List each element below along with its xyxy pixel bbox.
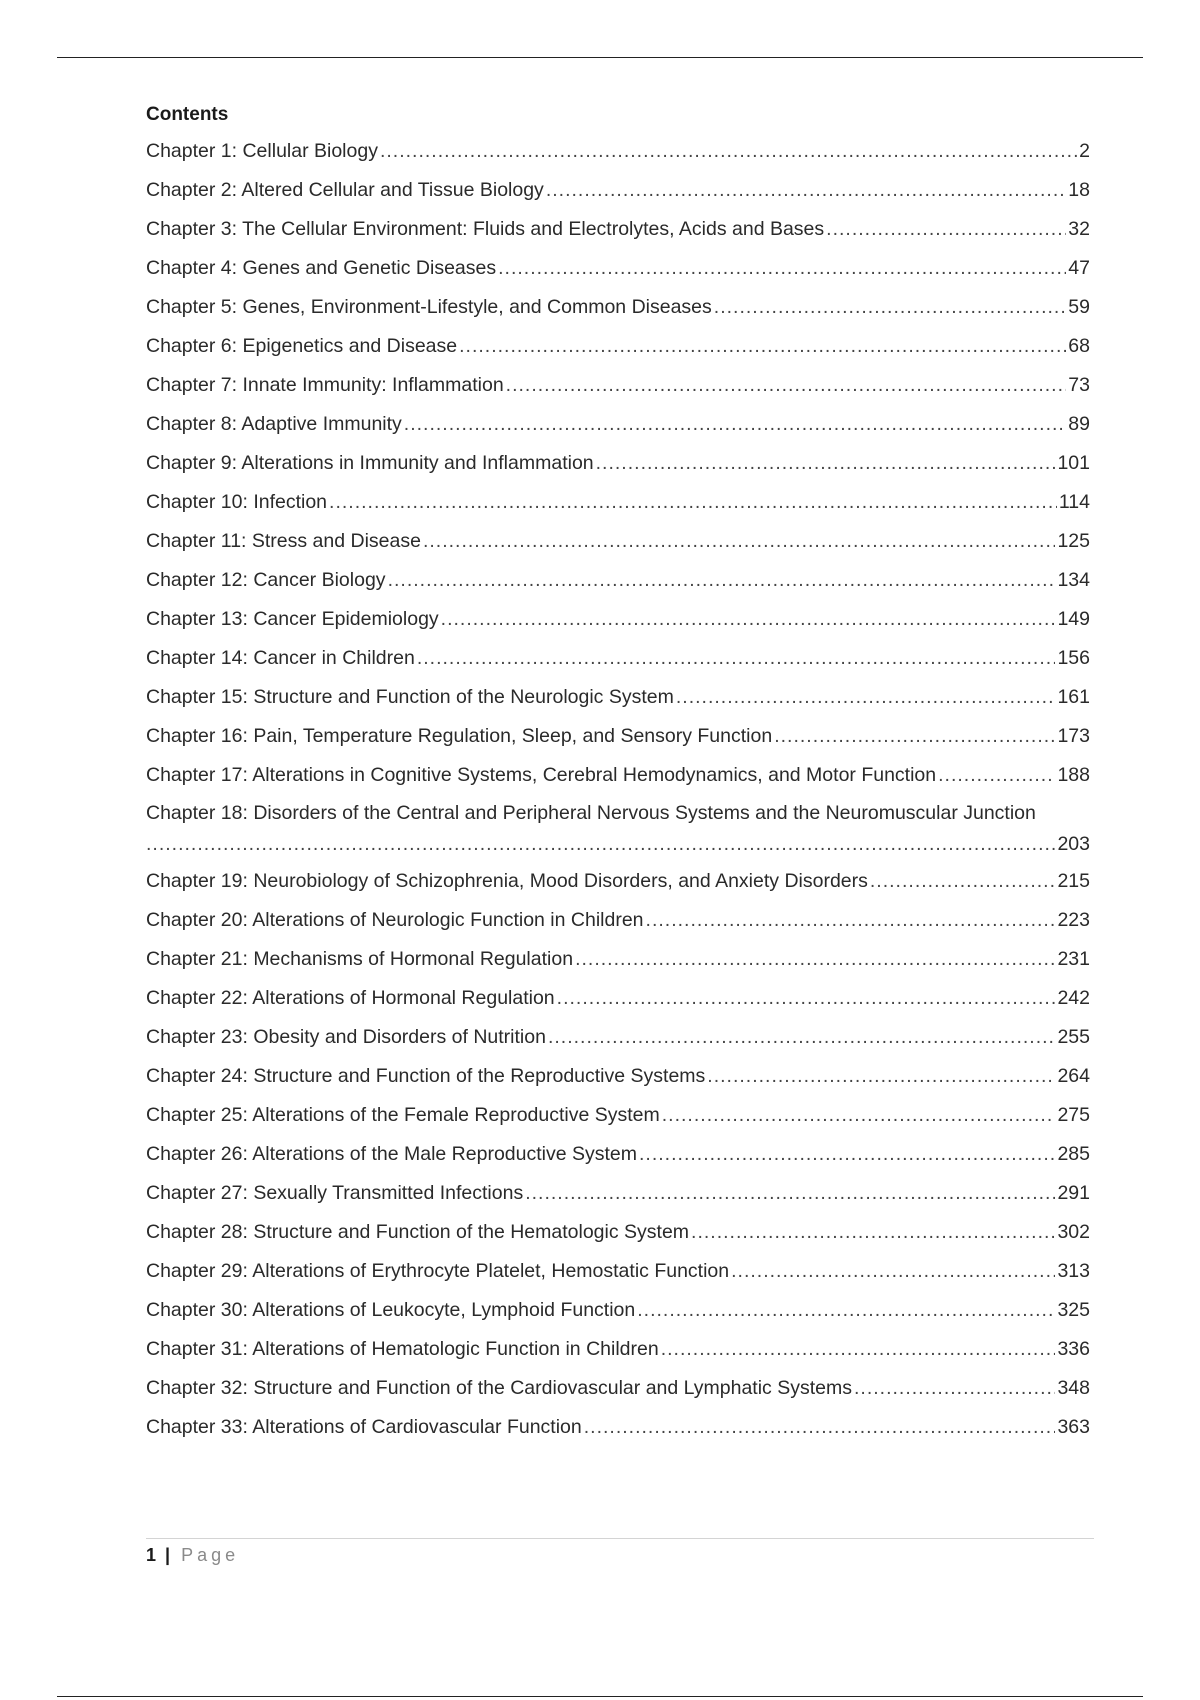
toc-entry-title: Chapter 7: Innate Immunity: Inflammation [146,374,504,396]
toc-entry-page: 89 [1068,413,1090,435]
toc-entry-page: 68 [1068,335,1090,357]
toc-leader-dots [557,979,1056,1018]
toc-entry-title: Chapter 18: Disorders of the Central and Peripheral Nervous Systems and the Neuromuscular Junction [146,802,1036,824]
toc-leader-dots [404,405,1067,444]
toc-entry-title: Chapter 5: Genes, Environment-Lifestyle, and Common Diseases [146,296,712,318]
toc-entry-title: Chapter 12: Cancer Biology [146,569,386,591]
toc-entry[interactable] [146,756,1090,795]
toc-entry-title: Chapter 3: The Cellular Environment: Fluids and Electrolytes, Acids and Bases [146,218,825,240]
toc-entry[interactable] [146,327,1090,366]
toc-entry-page: 275 [1057,1104,1090,1126]
toc-entry-title: Chapter 22: Alterations of Hormonal Regulation [146,987,555,1009]
toc-entry[interactable] [146,249,1090,288]
toc-entry-page: 161 [1057,686,1090,708]
toc-leader-dots [423,522,1056,561]
toc-entry-page: 223 [1057,909,1090,931]
page-footer [146,1545,239,1566]
toc-entry-page: 18 [1068,179,1090,201]
toc-entry-page: 291 [1057,1182,1090,1204]
toc-entry-page: 32 [1068,218,1090,240]
toc-entry-title: Chapter 9: Alterations in Immunity and Inflammation [146,452,594,474]
toc-entry-title: Chapter 24: Structure and Function of the Reproductive Systems [146,1065,706,1087]
toc-leader-dots [498,249,1066,288]
toc-entry[interactable] [146,600,1090,639]
toc-entry[interactable] [146,1369,1090,1408]
toc-leader-dots [707,1057,1055,1096]
toc-entry-page: 203 [1057,833,1090,855]
toc-entry-page: 173 [1057,725,1090,747]
toc-entry-page: 156 [1057,647,1090,669]
toc-entry-page: 264 [1057,1065,1090,1087]
toc-entry-title: Chapter 26: Alterations of the Male Reproductive System [146,1143,638,1165]
toc-entry-page: 255 [1057,1026,1090,1048]
toc-entry-title: Chapter 30: Alterations of Leukocyte, Lymphoid Function [146,1299,636,1321]
toc-leader-dots [714,288,1067,327]
footer-separator: | [165,1545,171,1565]
toc-entry[interactable] [146,639,1090,678]
toc-leader-dots [661,1330,1056,1369]
toc-entry[interactable] [146,1096,1090,1135]
toc-entry-title: Chapter 17: Alterations in Cognitive Systems, Cerebral Hemodynamics, and Motor Function [146,764,937,786]
toc-entry-page: 101 [1057,452,1090,474]
toc-leader-dots [459,327,1066,366]
toc-entry-title: Chapter 25: Alterations of the Female Reproductive System [146,1104,660,1126]
bottom-rule [57,1696,1143,1697]
toc-entry-page: 325 [1057,1299,1090,1321]
toc-entry[interactable] [146,678,1090,717]
toc-entry[interactable] [146,901,1090,940]
toc-entry[interactable] [146,1018,1090,1057]
toc-entry[interactable] [146,561,1090,600]
toc-entry-title: Chapter 10: Infection [146,491,328,513]
toc-entry-page: 215 [1057,870,1090,892]
toc-entry-page: 149 [1057,608,1090,630]
toc-entry-title: Chapter 28: Structure and Function of the Hematologic System [146,1221,690,1243]
toc-entry-page: 59 [1068,296,1090,318]
page-label: Page [181,1545,240,1565]
toc-entry[interactable] [146,1135,1090,1174]
toc-entry[interactable] [146,795,1090,862]
toc-leader-dots [388,561,1056,600]
toc-entry[interactable] [146,483,1090,522]
toc-leader-dots [506,366,1067,405]
toc-entry[interactable] [146,444,1090,483]
toc-entry-title: Chapter 31: Alterations of Hematologic Function in Children [146,1338,659,1360]
toc-leader-dots [329,483,1057,522]
toc-entry[interactable] [146,132,1090,171]
toc-leader-dots [575,940,1055,979]
toc-entry-page: 336 [1057,1338,1090,1360]
toc-entry-page: 363 [1057,1416,1090,1438]
toc-entry[interactable] [146,1330,1090,1369]
toc-leader-dots [662,1096,1056,1135]
toc-entry[interactable] [146,1291,1090,1330]
toc-entry[interactable] [146,1252,1090,1291]
toc-entry[interactable] [146,862,1090,901]
toc-leader-dots [691,1213,1055,1252]
footer-rule [146,1538,1094,1539]
toc-entry[interactable] [146,210,1090,249]
toc-entry-page: 231 [1057,948,1090,970]
toc-entry-page: 47 [1068,257,1090,279]
toc-entry-page: 242 [1057,987,1090,1009]
toc-entry-title: Chapter 16: Pain, Temperature Regulation, Sleep, and Sensory Function [146,725,773,747]
toc-entry[interactable] [146,171,1090,210]
table-of-contents [146,132,1090,1447]
toc-entry-title: Chapter 8: Adaptive Immunity [146,413,402,435]
toc-leader-dots [637,1291,1055,1330]
toc-entry[interactable] [146,1174,1090,1213]
toc-entry-page: 188 [1057,764,1090,786]
toc-entry[interactable] [146,1213,1090,1252]
toc-leader-dots [731,1252,1055,1291]
toc-entry-page: 134 [1057,569,1090,591]
toc-leader-dots [646,901,1056,940]
toc-entry-page: 73 [1068,374,1090,396]
toc-entry-page: 125 [1057,530,1090,552]
toc-entry-page: 348 [1057,1377,1090,1399]
toc-entry-page: 285 [1057,1143,1090,1165]
toc-entry-title: Chapter 21: Mechanisms of Hormonal Regulation [146,948,574,970]
toc-entry-title: Chapter 19: Neurobiology of Schizophrenia, Mood Disorders, and Anxiety Disorders [146,870,868,892]
toc-entry-title: Chapter 33: Alterations of Cardiovascular Function [146,1416,582,1438]
toc-leader-dots [525,1174,1055,1213]
toc-entry[interactable] [146,1408,1090,1447]
toc-entry-title: Chapter 27: Sexually Transmitted Infections [146,1182,524,1204]
top-rule [57,57,1143,58]
toc-entry-page: 313 [1057,1260,1090,1282]
toc-entry-title: Chapter 14: Cancer in Children [146,647,415,669]
toc-entry-title: Chapter 6: Epigenetics and Disease [146,335,458,357]
toc-leader-dots [826,210,1066,249]
toc-entry-page: 302 [1057,1221,1090,1243]
toc-entry[interactable] [146,405,1090,444]
toc-leader-dots [639,1135,1055,1174]
toc-entry-page: 114 [1058,491,1090,513]
toc-entry[interactable] [146,940,1090,979]
toc-leader-dots [441,600,1056,639]
page-number: 1 [146,1545,157,1565]
toc-leader-dots [380,132,1077,171]
toc-entry-title: Chapter 2: Altered Cellular and Tissue Biology [146,179,544,201]
toc-leader-dots [938,756,1055,795]
toc-entry-page: 2 [1079,140,1090,162]
toc-leader-dots [417,639,1056,678]
toc-leader-dots [596,444,1056,483]
toc-leader-dots [870,862,1056,901]
toc-entry-title: Chapter 1: Cellular Biology [146,140,378,162]
contents-heading: Contents [146,104,229,125]
toc-leader-dots [546,171,1066,210]
toc-entry-title: Chapter 4: Genes and Genetic Diseases [146,257,497,279]
toc-entry-title: Chapter 15: Structure and Function of the Neurologic System [146,686,674,708]
toc-entry[interactable] [146,366,1090,405]
toc-entry[interactable] [146,288,1090,327]
toc-entry[interactable] [146,1057,1090,1096]
toc-leader-dots [146,827,1055,862]
toc-entry-title: Chapter 13: Cancer Epidemiology [146,608,439,630]
toc-leader-dots [548,1018,1056,1057]
toc-leader-dots [676,678,1056,717]
toc-leader-dots [584,1408,1056,1447]
toc-entry-title: Chapter 32: Structure and Function of the Cardiovascular and Lymphatic Systems [146,1377,852,1399]
toc-entry[interactable] [146,717,1090,756]
toc-leader-dots [774,717,1055,756]
toc-entry-title: Chapter 11: Stress and Disease [146,530,421,552]
toc-leader-dots [854,1369,1055,1408]
toc-entry[interactable] [146,979,1090,1018]
toc-entry-title: Chapter 23: Obesity and Disorders of Nutrition [146,1026,546,1048]
toc-entry-title: Chapter 20: Alterations of Neurologic Function in Children [146,909,644,931]
toc-entry-title: Chapter 29: Alterations of Erythrocyte Platelet, Hemostatic Function [146,1260,730,1282]
toc-entry[interactable] [146,522,1090,561]
